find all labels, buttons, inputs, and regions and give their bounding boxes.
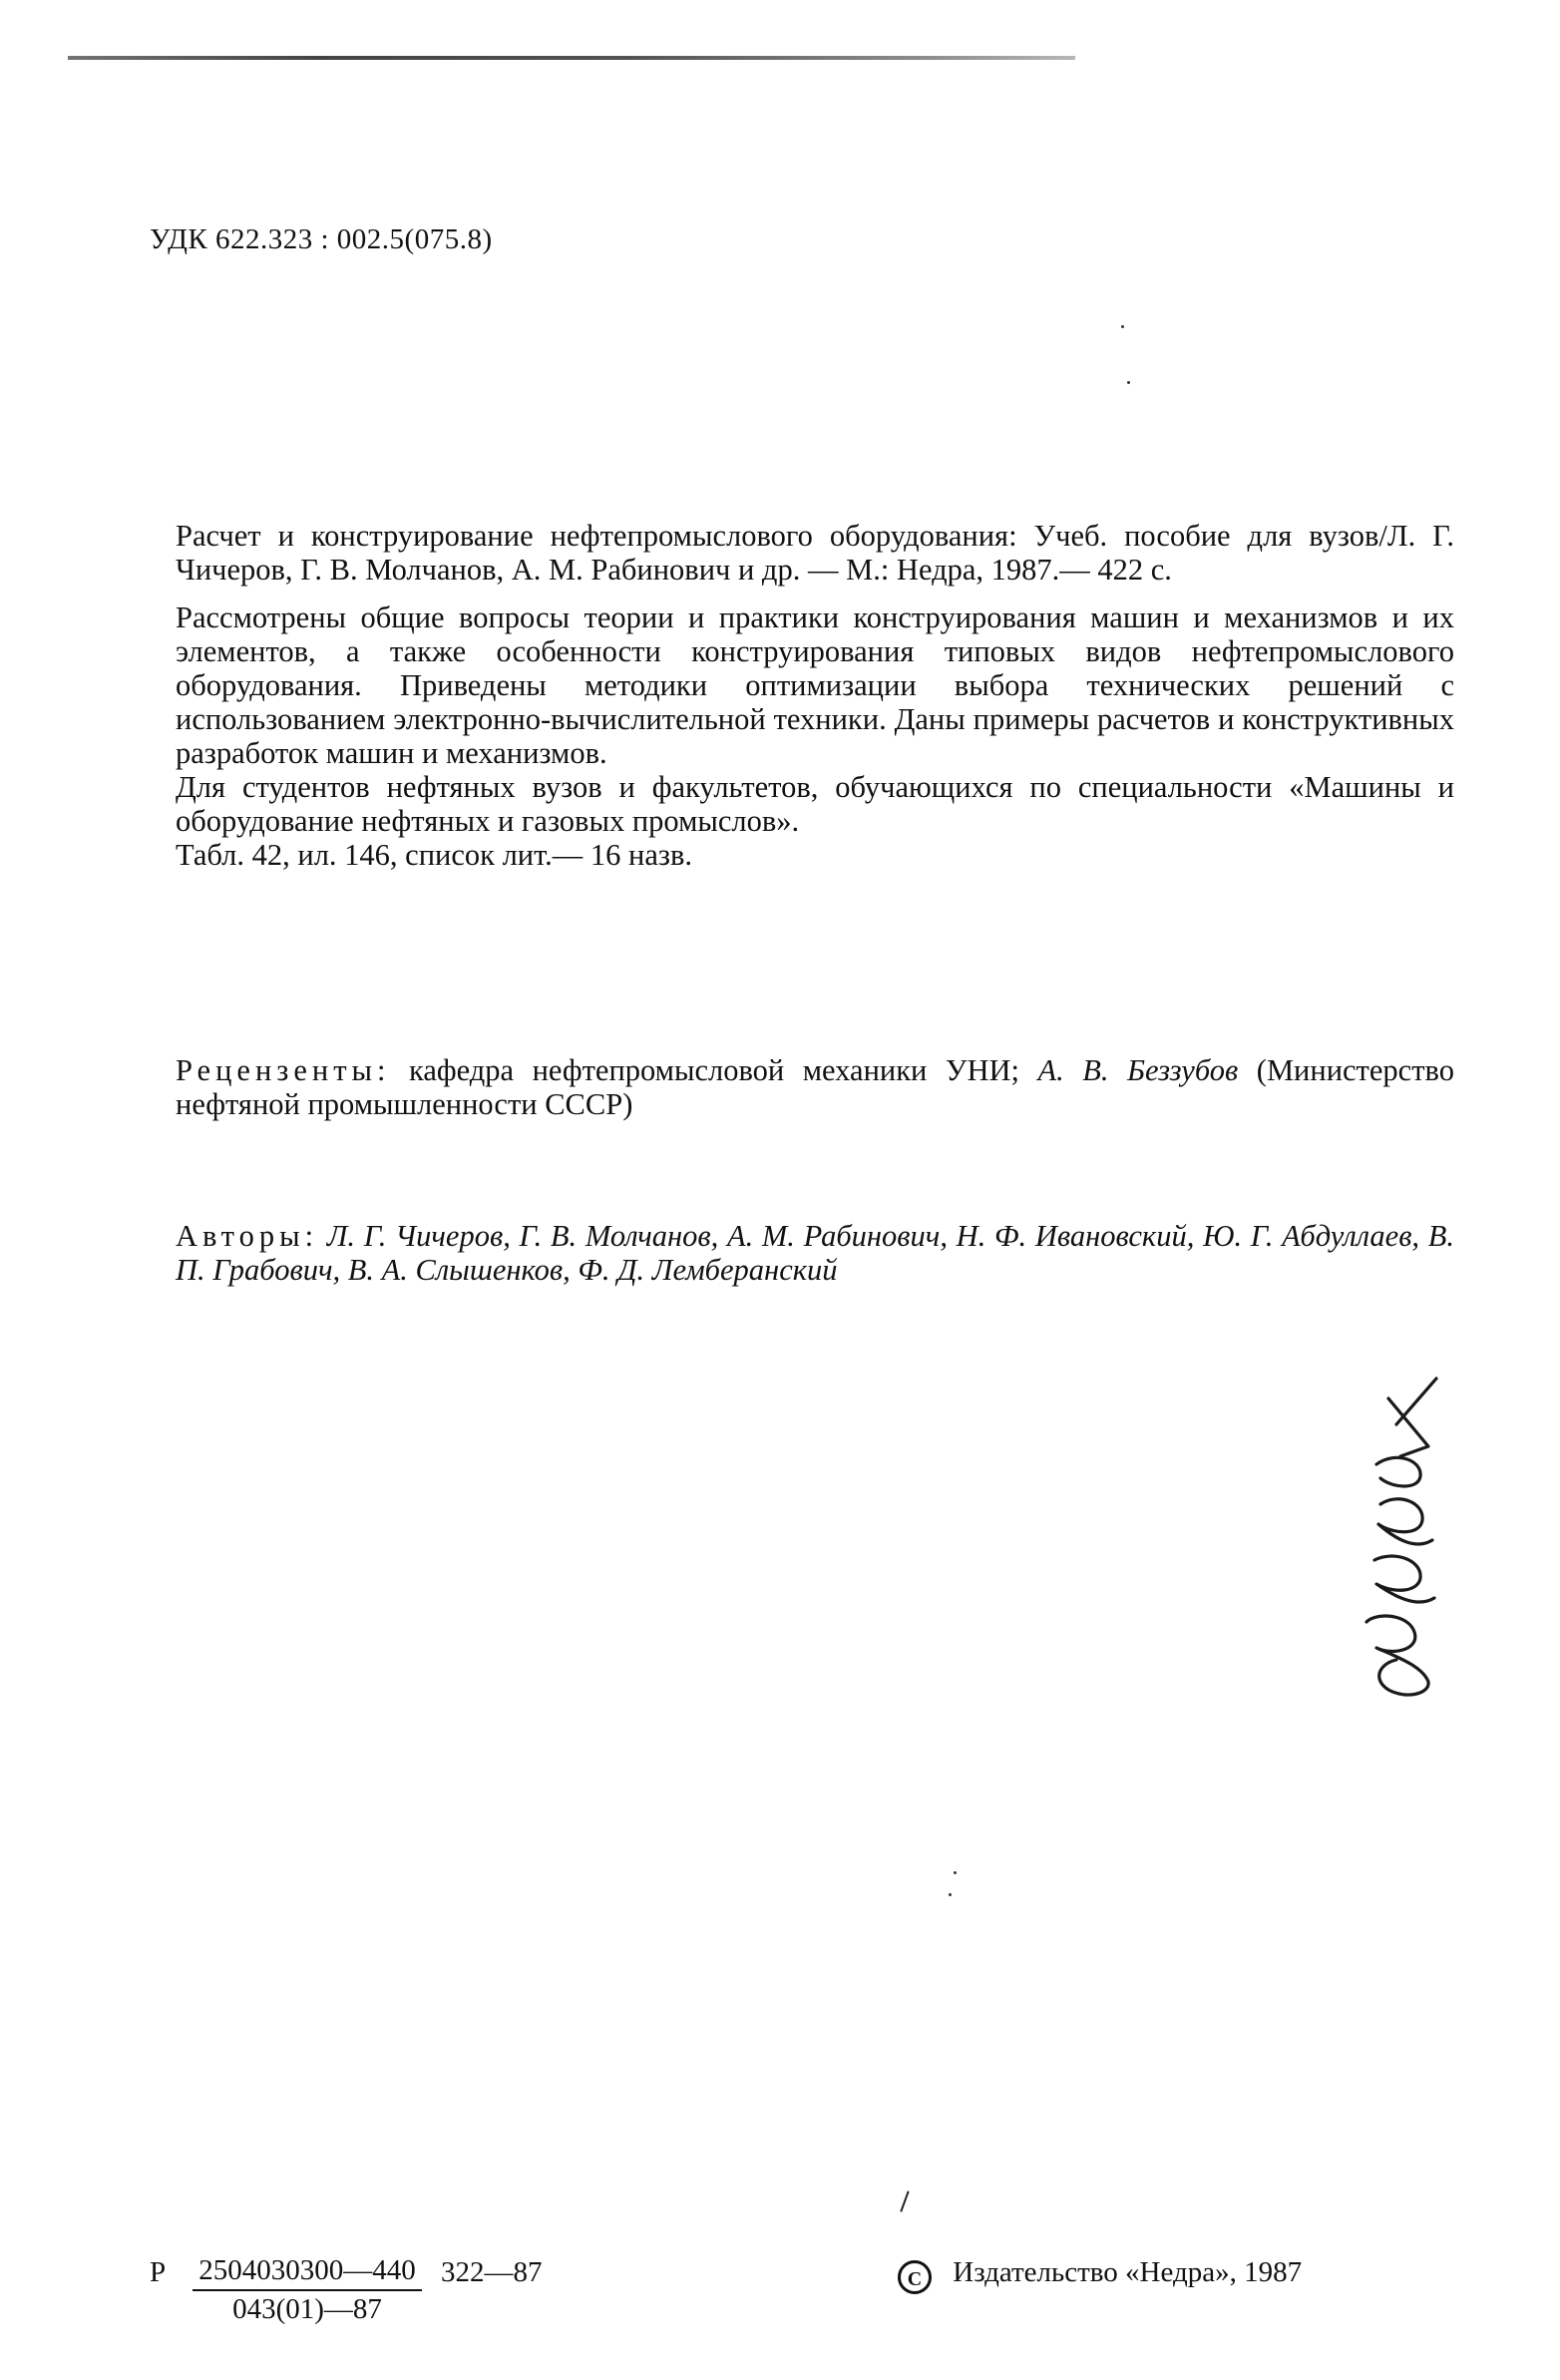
reviewers-plain: кафедра нефтепромысловой механики УНИ; [408, 1053, 1019, 1087]
bibliographic-block [176, 519, 1454, 872]
imprint-code: 322—87 [441, 2256, 543, 2288]
scan-speck [949, 1893, 952, 1896]
udc-code: УДК 622.323 : 002.5(075.8) [150, 223, 493, 255]
imprint-letter: Р [150, 2256, 167, 2288]
publisher-line: Издательство «Недра», 1987 [953, 2256, 1303, 2288]
top-rule [68, 56, 1075, 60]
handwritten-number-signature [1337, 1365, 1456, 1704]
citation: Расчет и конструирование нефтепромыслового оборудования: Учеб. пособие для вузов/Л. Г. Чичеров, Г. В. Молчанов, А. М. Рабинович и др. — М.: Недра, 1987.— 422 с. [176, 519, 1454, 587]
scan-speck [1127, 381, 1130, 384]
imprint-fraction [193, 2254, 422, 2326]
reviewers-block [176, 1053, 1454, 1121]
stats-line: Табл. 42, ил. 146, список лит.— 16 назв. [176, 838, 692, 872]
imprint-numerator: 2504030300—440 [193, 2254, 422, 2291]
authors-names: Л. Г. Чичеров, Г. В. Молчанов, А. М. Рабинович, Н. Ф. Ивановский, Ю. Г. Абдуллаев, В. П. Грабович, В. А. Слышенков, Ф. Д. Лемберанский [176, 1219, 1455, 1287]
audience-note: Для студентов нефтяных вузов и факультетов, обучающихся по специальности «Машины и оборудование нефтяных и газовых промыслов». [176, 770, 1454, 838]
scan-speck [1121, 325, 1124, 328]
authors-label: Авторы: [176, 1219, 319, 1253]
imprint-denominator: 043(01)—87 [232, 2293, 382, 2325]
abstract: Рассмотрены общие вопросы теории и практики конструирования машин и механизмов и их элементов, а также особенности конструирования типовых видов нефтепромыслового оборудования. Приведены методики оптимизации выбора технических решений с использованием электронно-вычислительной техники. Даны примеры расчетов и конструктивных разработок машин и механизмов. [176, 600, 1454, 770]
authors-block [176, 1219, 1454, 1287]
scan-stroke [900, 2190, 909, 2211]
reviewers-label: Рецензенты: [176, 1053, 391, 1087]
reviewers-italic: А. В. Беззубов [1037, 1053, 1239, 1087]
reviewers-tail: (Министерство нефтяной промышленности СССР) [176, 1053, 1454, 1121]
copyright-line [898, 2256, 1302, 2294]
scan-speck [954, 1871, 957, 1874]
copyright-icon: С [898, 2260, 932, 2294]
